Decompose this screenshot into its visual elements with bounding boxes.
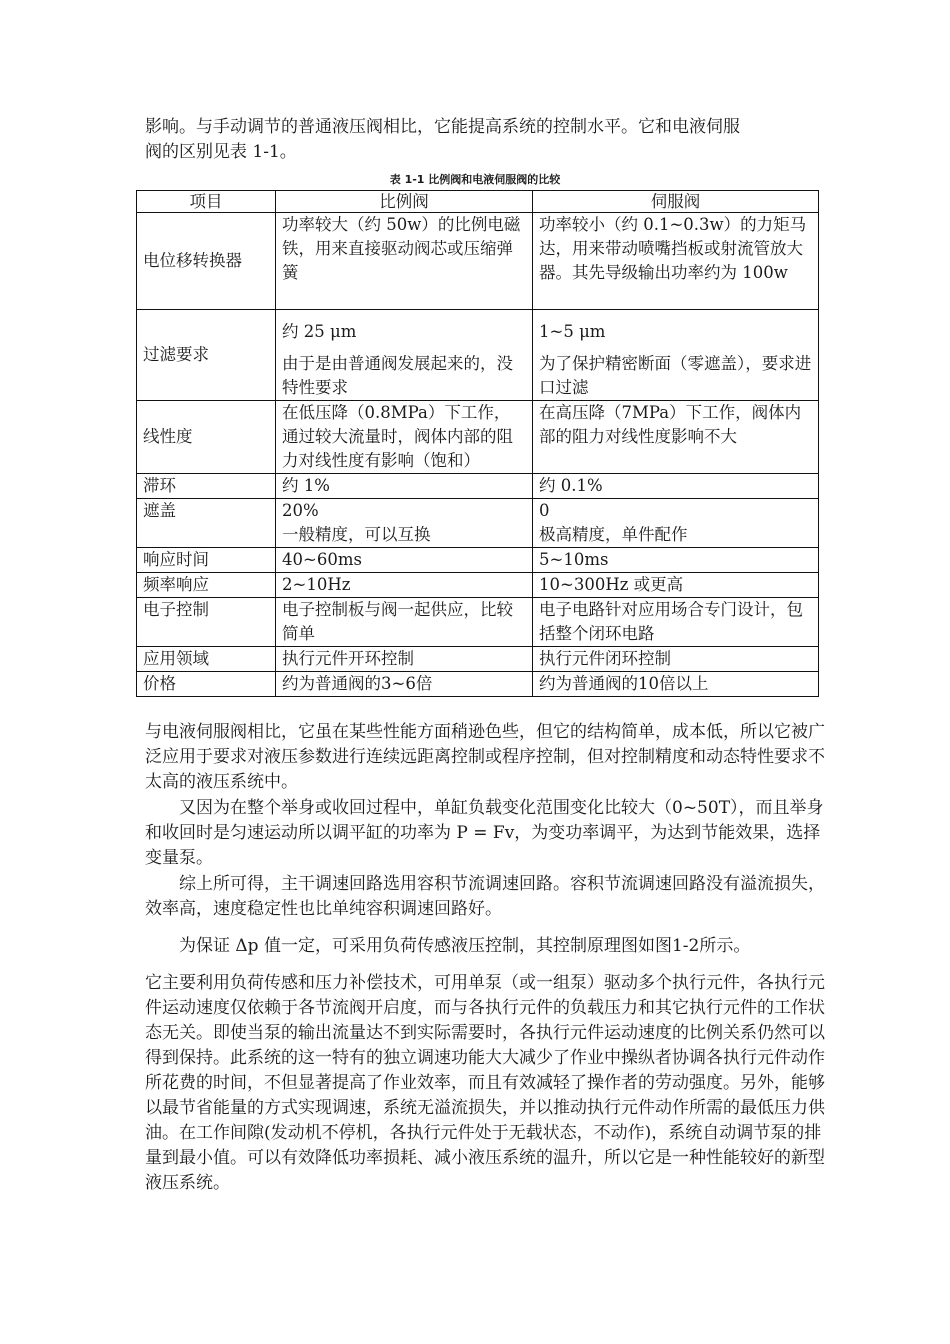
row-item: 响应时间	[137, 548, 276, 573]
row-proportional: 2~10Hz	[276, 573, 533, 598]
row-item: 滞环	[137, 474, 276, 499]
paragraph-principle: 它主要利用负荷传感和压力补偿技术，可用单泵（或一组泵）驱动多个执行元件，各执行元件运动速度仅依赖于各节流阀开启度，而与各执行元件的负载压力和其它执行元件的工作状态无关。即使当泵的输出流量达不到实际需要时，各执行元件运动速度的比例关系仍然可以得到保持。此系统的这一特有的独立调速功能大大减少了作业中操纵者协调各执行元件动作所花费的时间，不但显著提高了作业效率，而且有效减轻了操作者的劳动强度。另外，能够以最节省能量的方式实现调速，系统无溢流损失，并以推动执行元件动作所需的最低压力供油。在工作间隙(发动机不停机，各执行元件处于无载状态，不动作)，系统自动调节泵的排量到最小值。可以有效降低功率损耗、减小液压系统的温升，所以它是一种性能较好的新型液压系统。	[145, 973, 825, 1193]
intro-line-2: 阀的区别见表 1-1。	[145, 142, 297, 162]
row-item: 电位移转换器	[137, 213, 276, 310]
row-proportional: 在低压降（0.8MPa）下工作，通过较大流量时，阀体内部的阻力对线性度有影响（饱和）	[276, 401, 533, 474]
table-row	[137, 401, 819, 474]
table-row	[137, 474, 819, 499]
table-row	[137, 499, 819, 548]
filter-value: 约 25 μm	[282, 322, 357, 341]
table-row	[137, 548, 819, 573]
intro-line-1: 影响。与手动调节的普通液压阀相比，它能提高系统的控制水平。它和电液伺服	[145, 117, 740, 137]
row-servo	[533, 310, 819, 401]
row-proportional	[276, 499, 533, 548]
row-item: 电子控制	[137, 598, 276, 647]
row-servo: 5~10ms	[533, 548, 819, 573]
table-row	[137, 213, 819, 310]
paragraph-speed-circuit: 综上所可得，主干调速回路选用容积节流调速回路。容积节流调速回路没有溢流损失，效率高，速度稳定性也比单纯容积调速回路好。	[145, 874, 825, 919]
row-item: 价格	[137, 672, 276, 697]
filter-note: 为了保护精密断面（零遮盖），要求进口过滤	[539, 354, 812, 397]
row-item: 频率响应	[137, 573, 276, 598]
header-item: 项目	[137, 191, 276, 213]
row-servo: 10~300Hz 或更高	[533, 573, 819, 598]
row-item: 过滤要求	[137, 310, 276, 401]
row-proportional: 40~60ms	[276, 548, 533, 573]
intro-paragraph	[145, 115, 825, 165]
filter-value: 1~5 μm	[539, 322, 606, 341]
row-item: 应用领域	[137, 647, 276, 672]
cover-value: 20%	[282, 501, 319, 520]
row-proportional	[276, 310, 533, 401]
table-row	[137, 310, 819, 401]
row-servo	[533, 499, 819, 548]
paragraph-variable-pump: 又因为在整个举身或收回过程中，单缸负载变化范围变化比较大（0~50T），而且举身和收回时是匀速运动所以调平缸的功率为 P = Fv，为变功率调平，为达到节能效果，选择变量泵。	[145, 798, 824, 868]
row-servo: 功率较小（约 0.1~0.3w）的力矩马达，用来带动喷嘴挡板或射流管放大器。其先导级输出功率约为 100w	[533, 213, 819, 310]
row-proportional: 电子控制板与阀一起供应，比较简单	[276, 598, 533, 647]
cover-note: 极高精度，单件配作	[539, 525, 688, 544]
table-row	[137, 647, 819, 672]
table-header-row	[137, 191, 819, 213]
row-proportional: 约为普通阀的3~6倍	[276, 672, 533, 697]
cover-note: 一般精度，可以互换	[282, 525, 431, 544]
header-proportional: 比例阀	[276, 191, 533, 213]
row-proportional: 约 1%	[276, 474, 533, 499]
cover-value: 0	[539, 501, 550, 520]
row-servo: 约为普通阀的10倍以上	[533, 672, 819, 697]
row-proportional: 执行元件开环控制	[276, 647, 533, 672]
comparison-table	[136, 190, 819, 697]
row-proportional: 功率较大（约 50w）的比例电磁铁，用来直接驱动阀芯或压缩弹簧	[276, 213, 533, 310]
row-item: 遮盖	[137, 499, 276, 548]
row-servo: 约 0.1%	[533, 474, 819, 499]
table-caption: 表 1-1 比例阀和电液伺服阀的比较	[389, 173, 561, 186]
row-servo: 电子电路针对应用场合专门设计，包括整个闭环电路	[533, 598, 819, 647]
table-row	[137, 573, 819, 598]
paragraph-comparison: 与电液伺服阀相比，它虽在某些性能方面稍逊色些，但它的结构简单，成本低，所以它被广泛应用于要求对液压参数进行连续远距离控制或程序控制，但对控制精度和动态特性要求不太高的液压系统中。	[145, 722, 825, 792]
table-row	[137, 672, 819, 697]
row-servo: 执行元件闭环控制	[533, 647, 819, 672]
filter-note: 由于是由普通阀发展起来的，没特性要求	[282, 354, 513, 397]
row-servo: 在高压降（7MPa）下工作，阀体内部的阻力对线性度影响不大	[533, 401, 819, 474]
header-servo: 伺服阀	[533, 191, 819, 213]
table-row	[137, 598, 819, 647]
paragraph-load-sensing: 为保证 Δp 值一定，可采用负荷传感液压控制，其控制原理图如图1-2所示。	[179, 936, 751, 956]
row-item: 线性度	[137, 401, 276, 474]
